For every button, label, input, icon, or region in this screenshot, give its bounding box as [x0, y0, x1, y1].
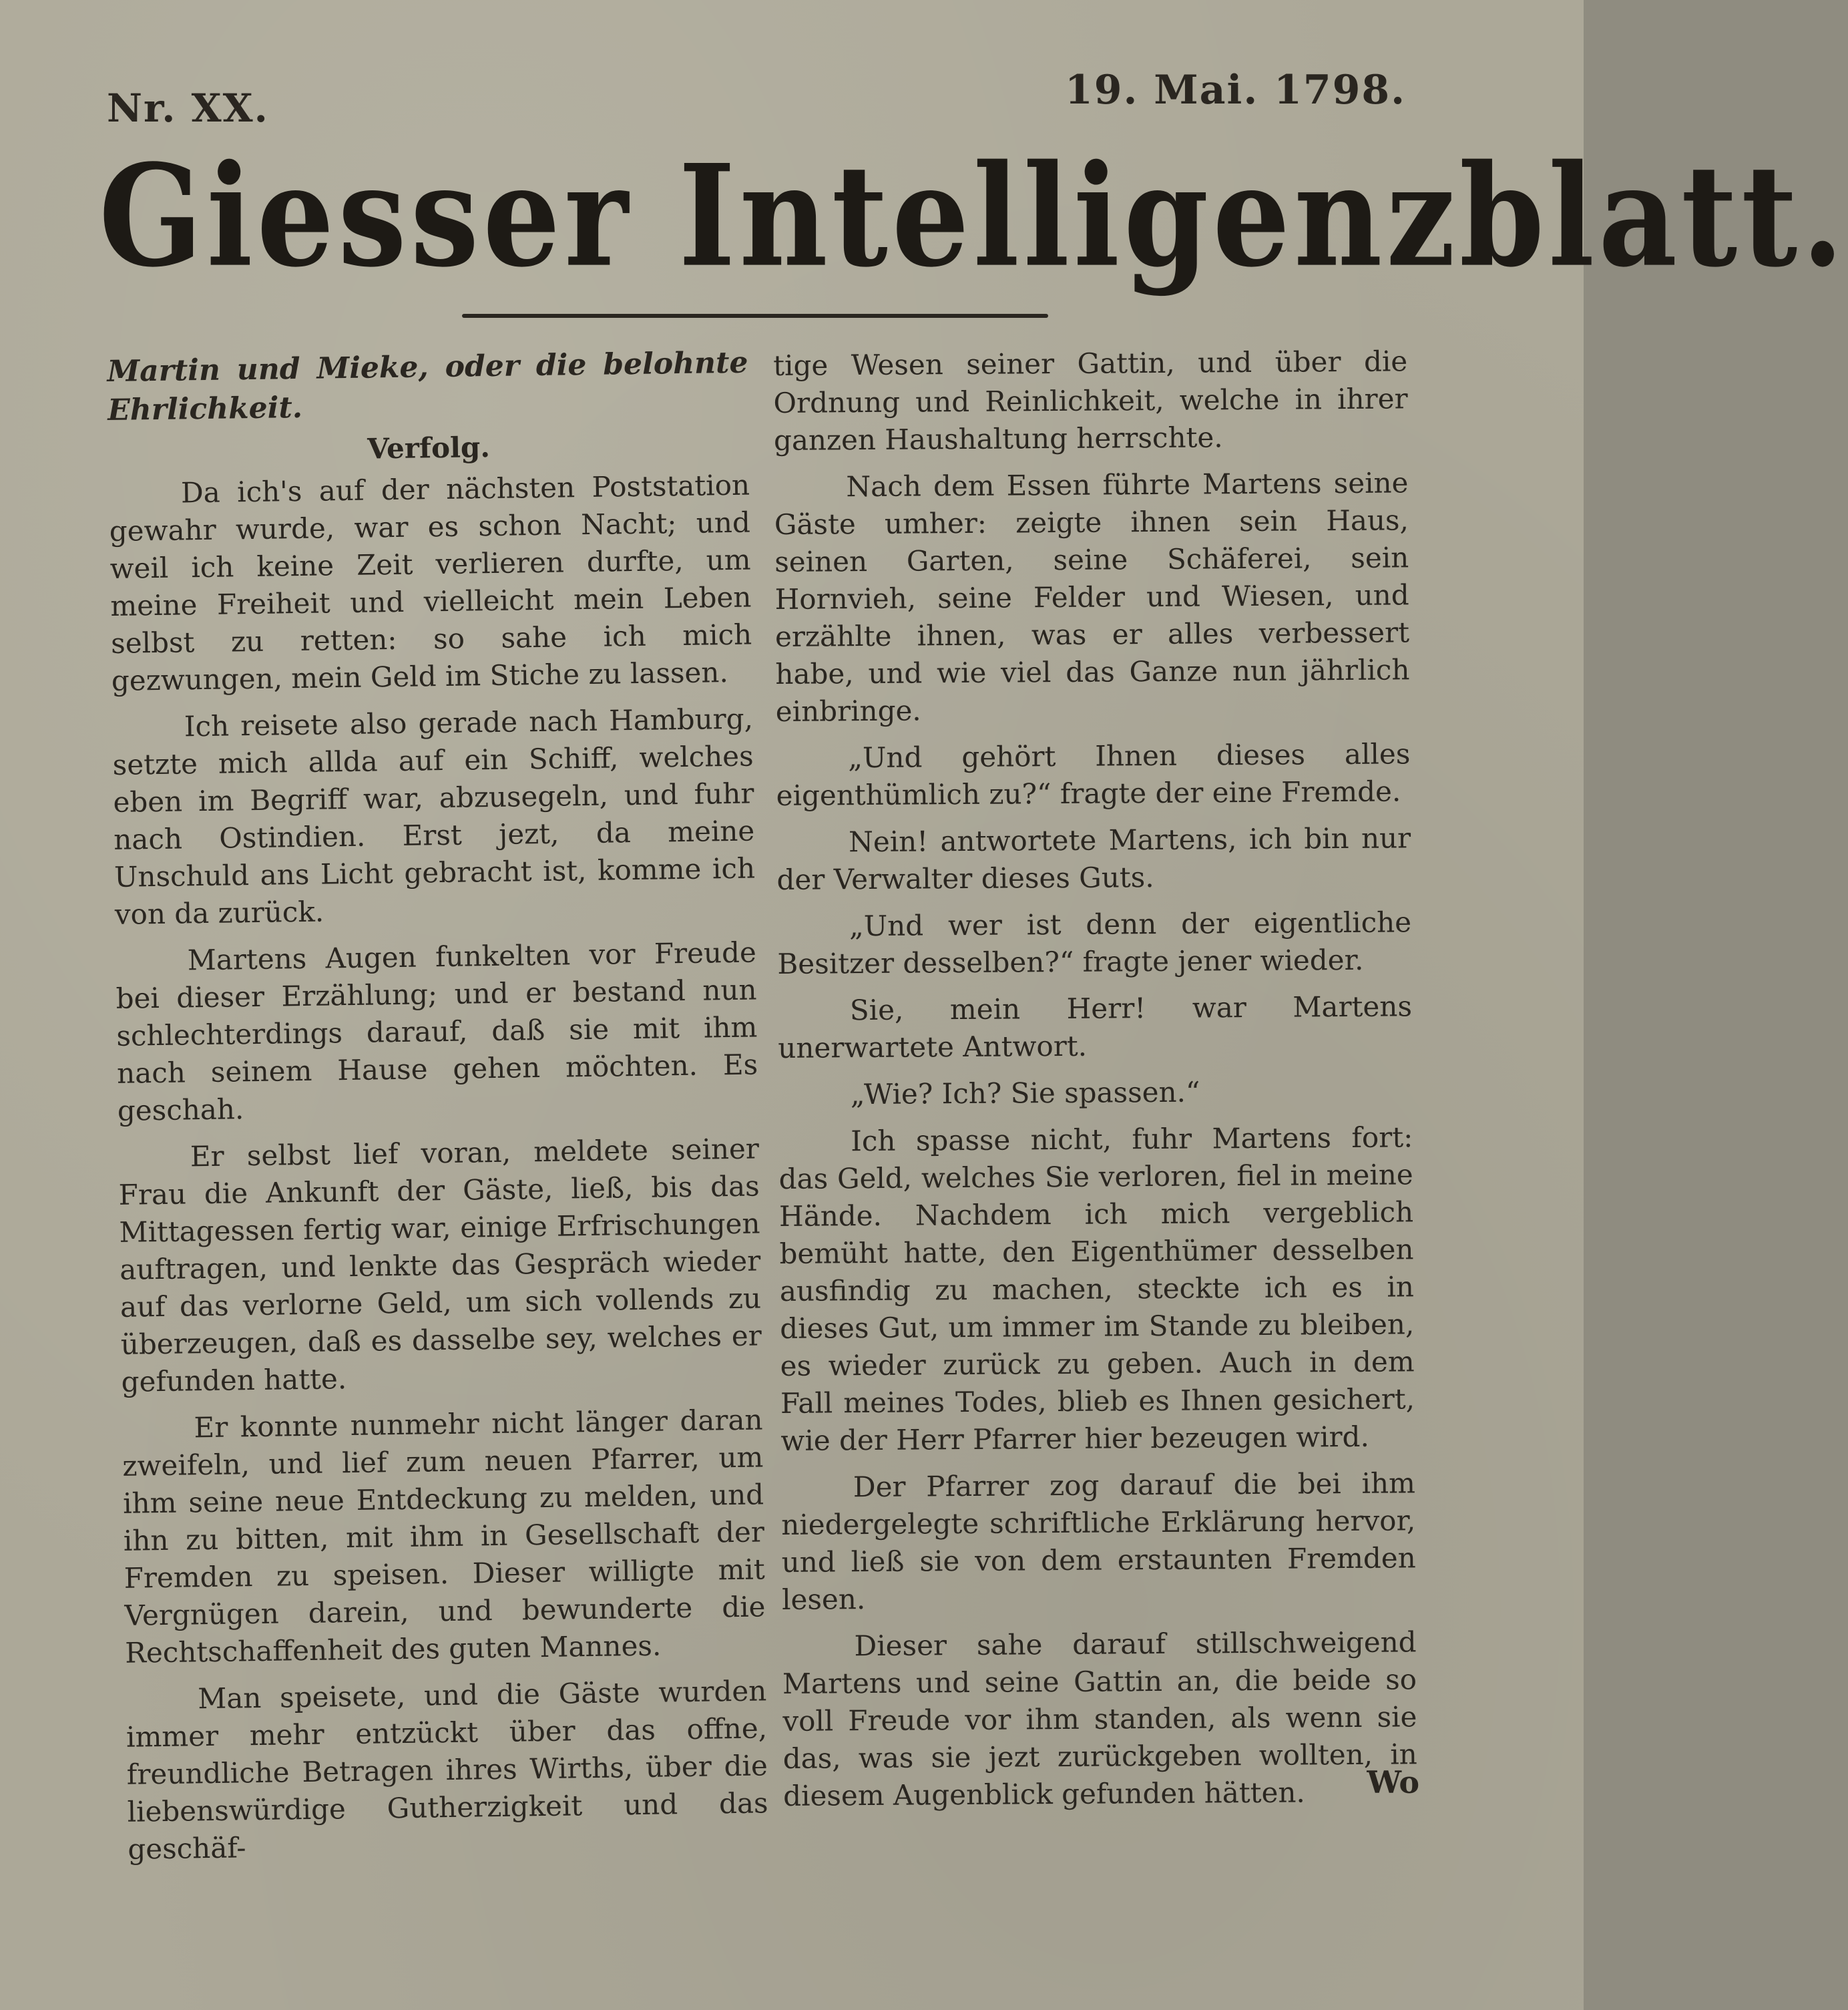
right-paragraph-5: Sie, mein Herr! war Martens unerwartete Antwort.	[778, 990, 1413, 1064]
article-title: Martin und Mieke, oder die belohnte Ehrlichkeit.	[107, 345, 748, 427]
left-paragraph-6: Man speisete, und die Gäste wurden immer mehr entzückt über das offne, freundliche Betragen ihres Wirths, über die liebenswürdige Gutherzigkeit und das geschäf-	[126, 1674, 768, 1866]
left-paragraph-4: Er selbst lief voran, meldete seiner Frau die Ankunft der Gäste, ließ, bis das Mittagessen fertig war, einige Erfrischungen auftragen, und lenkte das Gespräch wieder auf das verlorne Geld, um sich vollends zu überzeugen, daß es dasselbe sey, welches er gefunden hatte.	[118, 1132, 762, 1398]
issue-date: 19. Mai. 1798.	[1064, 67, 1406, 114]
catchword: Wo	[1367, 1764, 1419, 1800]
left-paragraph-3: Martens Augen funkelten vor Freude bei dieser Erzählung; und er bestand nun schlechterdings darauf, daß sie mit ihm nach seinem Hause gehen möchten. Es geschah.	[116, 936, 758, 1127]
right-continuation: tige Wesen seiner Gattin, und über die Ordnung und Reinlichkeit, welche in ihrer ganzen Haushaltung herrschte.	[773, 345, 1408, 457]
left-paragraph-2: Ich reisete also gerade nach Hamburg, setzte mich allda auf ein Schiff, welches eben im Begriff war, abzusegeln, und fuhr nach Ostindien. Erst jezt, da meine Unschuld ans Licht gebracht ist, komme ich von da zurück.	[112, 702, 756, 931]
left-paragraph-1: Da ich's auf der nächsten Poststation gewahr wurde, war es schon Nacht; und weil ich keine Zeit verlieren durfte, um meine Freiheit und vielleicht mein Leben selbst zu retten: so sahe ich mich gezwungen, mein Geld im Stiche zu lassen.	[109, 468, 752, 697]
left-paragraph-5: Er konnte nunmehr nicht länger daran zweifeln, und lief zum neuen Pfarrer, um ihm seine neue Entdeckung zu melden, und ihn zu bitten, mit ihm in Gesellschaft der Fremden zu speisen. Dieser willigte mit Vergnügen darein, und bewunderte die Rechtschaffenheit des guten Mannes.	[122, 1403, 766, 1669]
right-paragraph-3: Nein! antwortete Martens, ich bin nur der Verwalter dieses Guts.	[776, 821, 1411, 896]
left-column	[107, 339, 769, 1878]
right-column	[773, 343, 1417, 1824]
article-subheading: Verfolg.	[367, 431, 491, 465]
issue-number: Nr. XX.	[107, 85, 269, 131]
right-paragraph-6: „Wie? Ich? Sie spassen.“	[850, 1075, 1200, 1111]
right-paragraph-4: „Und wer ist denn der eigentliche Besitzer desselben?“ fragte jener wieder.	[777, 906, 1412, 980]
right-paragraph-9: Dieser sahe darauf stillschweigend Martens und seine Gattin an, die beide so voll Freude vor ihm standen, als wenn sie das, was sie jezt zurückgeben wollten, in diesem Augenblick gefunden hätten.	[782, 1625, 1417, 1812]
right-paragraph-1: Nach dem Essen führte Martens seine Gäste umher: zeigte ihnen sein Haus, seinen Garten, seine Schäferei, sein Hornvieh, seine Felder und Wiesen, und erzählte ihnen, was er alles verbessert habe, und wie viel das Ganze nun jährlich einbringe.	[774, 466, 1410, 728]
newspaper-title: Giesser Intelligenzblatt.	[99, 133, 1848, 298]
right-paragraph-2: „Und gehört Ihnen dieses alles eigenthümlich zu?“ fragte der eine Fremde.	[776, 737, 1411, 812]
title-divider	[462, 314, 1048, 318]
right-paragraph-8: Der Pfarrer zog darauf die bei ihm niedergelegte schriftliche Erklärung hervor, und ließ sie von dem erstaunten Fremden lesen.	[781, 1466, 1416, 1616]
right-paragraph-7: Ich spasse nicht, fuhr Martens fort: das Geld, welches Sie verloren, fiel in meine Hände. Nachdem ich mich vergeblich bemüht hatte, den Eigenthümer desselben ausfindig zu machen, steckte ich es in dieses Gut, um immer im Stande zu bleiben, es wieder zurück zu geben. Auch in dem Fall meines Todes, blieb es Ihnen gesichert, wie der Herr Pfarrer hier bezeugen wird.	[778, 1121, 1415, 1457]
